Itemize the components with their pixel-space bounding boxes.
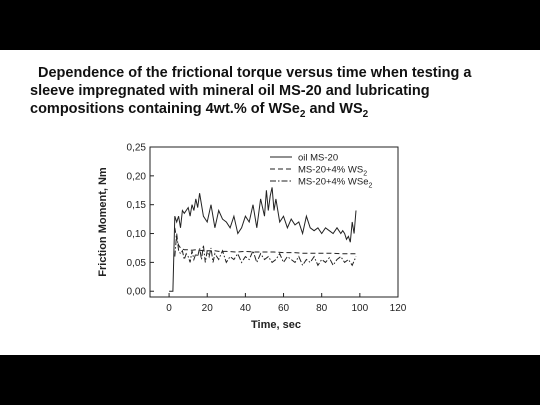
slide	[0, 50, 540, 355]
caption-line-3-text: compositions containing 4wt.% of WSe	[30, 101, 300, 117]
x-tick-label: 40	[239, 303, 251, 314]
series-line	[175, 228, 356, 254]
legend	[270, 153, 373, 190]
caption-line-2: sleeve impregnated with mineral oil MS-20 and lubricating	[30, 83, 430, 99]
series-line	[175, 234, 356, 266]
x-tick-label: 120	[389, 303, 407, 314]
y-tick-label: 0,25	[126, 142, 146, 154]
friction-chart	[0, 50, 540, 355]
x-tick-label: 100	[351, 303, 369, 314]
y-tick-label: 0,00	[126, 286, 146, 298]
y-axis-label: Friction Moment, Nm	[97, 167, 109, 277]
y-tick-label: 0,05	[126, 257, 146, 269]
x-tick-label: 20	[201, 303, 213, 314]
caption-subscript-1: 2	[299, 108, 306, 120]
series-line	[169, 187, 356, 291]
series-group	[169, 187, 356, 291]
caption-line-1: Dependence of the frictional torque versus time when testing a	[38, 65, 472, 81]
x-tick-label: 60	[277, 303, 290, 314]
caption-line-3-mid: and WS	[305, 101, 363, 117]
y-tick-label: 0,10	[126, 229, 146, 241]
x-tick-labels	[166, 303, 406, 314]
caption-subscript-2: 2	[362, 108, 369, 120]
y-tick-label: 0,20	[126, 171, 146, 183]
legend-label: MS-20+4% $WS_2$	[298, 164, 368, 178]
x-tick-label: 80	[316, 303, 328, 314]
y-tick-label: 0,15	[126, 200, 146, 212]
x-axis-label: Time, sec	[251, 319, 301, 331]
y-tick-labels	[127, 143, 147, 298]
legend-label: MS-20+4% WSe$_2$	[298, 176, 373, 190]
legend-label: oil MS-20	[298, 152, 339, 164]
x-tick-label: 0	[166, 303, 172, 314]
